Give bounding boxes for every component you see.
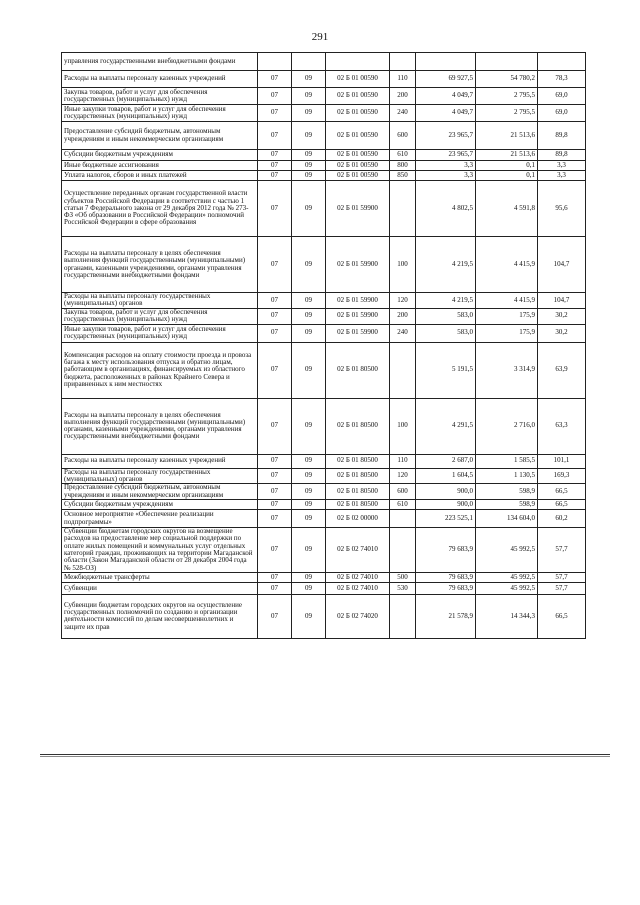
row-target-code: 02 Б 02 74010 [326, 582, 390, 594]
row-plan: 2 687,0 [416, 454, 476, 468]
row-name: Иные закупки товаров, работ и услуг для обеспечения государственных (муниципальных) нужд [62, 324, 258, 342]
row-plan: 79 683,9 [416, 582, 476, 594]
row-actual: 3 314,9 [476, 342, 538, 398]
row-expense-type [390, 528, 416, 573]
row-subsection: 09 [292, 510, 326, 528]
row-target-code: 02 Б 01 59900 [326, 237, 390, 293]
row-percent: 57,7 [538, 528, 586, 573]
row-target-code: 02 Б 01 00590 [326, 122, 390, 150]
row-section: 07 [258, 161, 292, 171]
row-name: Субвенции [62, 582, 258, 594]
row-name: Закупка товаров, работ и услуг для обеспечения государственных (муниципальных) нужд [62, 88, 258, 105]
table-row [62, 468, 586, 484]
row-name: Субвенции бюджетам городских округов на осуществление государственных полномочий по созданию и организации деятельности комиссий по делам несовершеннолетних и защите их прав [62, 594, 258, 638]
row-percent [538, 53, 586, 71]
row-name: Уплата налогов, сборов и иных платежей [62, 171, 258, 181]
row-plan: 4 219,5 [416, 237, 476, 293]
budget-table-body [62, 53, 586, 639]
row-actual: 1 585,5 [476, 454, 538, 468]
row-actual: 175,9 [476, 324, 538, 342]
row-name: Расходы на выплаты персоналу государственных (муниципальных) органов [62, 293, 258, 309]
row-section: 07 [258, 500, 292, 510]
row-expense-type: 610 [390, 500, 416, 510]
table-row [62, 53, 586, 71]
row-actual: 0,1 [476, 171, 538, 181]
row-subsection: 09 [292, 105, 326, 122]
row-subsection: 09 [292, 150, 326, 161]
row-expense-type: 850 [390, 171, 416, 181]
row-subsection: 09 [292, 71, 326, 88]
row-section: 07 [258, 484, 292, 500]
row-plan: 583,0 [416, 308, 476, 324]
row-actual: 45 992,5 [476, 528, 538, 573]
row-expense-type: 110 [390, 454, 416, 468]
row-plan [416, 53, 476, 71]
row-plan: 223 525,1 [416, 510, 476, 528]
row-expense-type: 120 [390, 293, 416, 309]
row-expense-type: 240 [390, 105, 416, 122]
row-plan: 3,3 [416, 161, 476, 171]
row-subsection: 09 [292, 582, 326, 594]
row-actual: 54 780,2 [476, 71, 538, 88]
row-name: Межбюджетные трансферты [62, 572, 258, 582]
row-subsection: 09 [292, 324, 326, 342]
row-subsection [292, 53, 326, 71]
row-section [258, 53, 292, 71]
row-subsection: 09 [292, 528, 326, 573]
row-section: 07 [258, 582, 292, 594]
row-name: Компенсация расходов на оплату стоимости проезда и провоза багажа к месту использования отпуска и обратно лицам, работающим в организациях, финансируемых из областного бюджета, расположенных в районах Крайнего Севера и приравненных к ним местностях [62, 342, 258, 398]
row-subsection: 09 [292, 308, 326, 324]
row-subsection: 09 [292, 293, 326, 309]
row-subsection: 09 [292, 342, 326, 398]
row-actual: 0,1 [476, 161, 538, 171]
row-plan: 4 049,7 [416, 105, 476, 122]
row-expense-type: 530 [390, 582, 416, 594]
row-expense-type: 800 [390, 161, 416, 171]
table-row [62, 237, 586, 293]
row-percent: 89,8 [538, 150, 586, 161]
table-row [62, 572, 586, 582]
row-section: 07 [258, 171, 292, 181]
row-section: 07 [258, 293, 292, 309]
row-percent: 104,7 [538, 237, 586, 293]
row-section: 07 [258, 468, 292, 484]
row-target-code: 02 Б 01 59900 [326, 181, 390, 237]
row-plan: 23 965,7 [416, 150, 476, 161]
row-name: Предоставление субсидий бюджетным, автономным учреждениям и иным некоммерческим организациям [62, 122, 258, 150]
row-expense-type [390, 181, 416, 237]
footer-rule [40, 754, 610, 755]
footer-rule-thin [40, 756, 610, 757]
row-percent: 57,7 [538, 582, 586, 594]
row-subsection: 09 [292, 171, 326, 181]
row-actual [476, 53, 538, 71]
row-target-code: 02 Б 02 74010 [326, 528, 390, 573]
row-percent: 66,5 [538, 500, 586, 510]
row-name: Субсидии бюджетным учреждениям [62, 500, 258, 510]
row-section: 07 [258, 237, 292, 293]
row-expense-type: 100 [390, 237, 416, 293]
row-percent: 3,3 [538, 171, 586, 181]
row-section: 07 [258, 324, 292, 342]
row-expense-type: 120 [390, 468, 416, 484]
row-expense-type [390, 342, 416, 398]
table-row [62, 105, 586, 122]
row-target-code: 02 Б 01 80500 [326, 500, 390, 510]
row-section: 07 [258, 88, 292, 105]
row-percent: 57,7 [538, 572, 586, 582]
row-name: Иные закупки товаров, работ и услуг для обеспечения государственных (муниципальных) нужд [62, 105, 258, 122]
table-row [62, 484, 586, 500]
table-row [62, 293, 586, 309]
row-section: 07 [258, 181, 292, 237]
row-section: 07 [258, 510, 292, 528]
table-row [62, 122, 586, 150]
row-actual: 4 591,8 [476, 181, 538, 237]
row-target-code: 02 Б 02 00000 [326, 510, 390, 528]
row-actual: 4 415,9 [476, 293, 538, 309]
row-percent: 95,6 [538, 181, 586, 237]
table-row [62, 181, 586, 237]
row-percent: 60,2 [538, 510, 586, 528]
row-name: Расходы на выплаты персоналу в целях обеспечения выполнения функций государственными (муниципальными) органами, казенными учреждениями, органами управления государственными внебюджетными фондами [62, 237, 258, 293]
table-row [62, 342, 586, 398]
row-actual: 598,9 [476, 500, 538, 510]
row-section: 07 [258, 122, 292, 150]
row-expense-type: 600 [390, 484, 416, 500]
row-subsection: 09 [292, 484, 326, 500]
row-target-code: 02 Б 01 80500 [326, 342, 390, 398]
row-section: 07 [258, 105, 292, 122]
row-subsection: 09 [292, 572, 326, 582]
row-subsection: 09 [292, 237, 326, 293]
row-target-code [326, 53, 390, 71]
row-target-code: 02 Б 01 00590 [326, 161, 390, 171]
row-subsection: 09 [292, 161, 326, 171]
row-subsection: 09 [292, 594, 326, 638]
row-actual: 21 513,6 [476, 150, 538, 161]
row-section: 07 [258, 594, 292, 638]
row-name: Субсидии бюджетным учреждениям [62, 150, 258, 161]
row-actual: 598,9 [476, 484, 538, 500]
row-name: Расходы на выплаты персоналу в целях обеспечения выполнения функций государственными (муниципальными) органами, казенными учреждениями, органами управления государственными внебюджетными фондами [62, 398, 258, 454]
row-section: 07 [258, 308, 292, 324]
row-actual: 45 992,5 [476, 572, 538, 582]
row-name: управления государственными внебюджетными фондами [62, 53, 258, 71]
table-row [62, 171, 586, 181]
row-plan: 4 219,5 [416, 293, 476, 309]
row-expense-type: 200 [390, 88, 416, 105]
table-row [62, 500, 586, 510]
table-row [62, 161, 586, 171]
row-plan: 5 191,5 [416, 342, 476, 398]
row-plan: 1 604,5 [416, 468, 476, 484]
row-target-code: 02 Б 01 00590 [326, 171, 390, 181]
row-expense-type: 600 [390, 122, 416, 150]
row-section: 07 [258, 342, 292, 398]
row-actual: 14 344,3 [476, 594, 538, 638]
row-target-code: 02 Б 01 80500 [326, 468, 390, 484]
row-expense-type [390, 53, 416, 71]
row-actual: 175,9 [476, 308, 538, 324]
row-plan: 4 049,7 [416, 88, 476, 105]
row-percent: 66,5 [538, 484, 586, 500]
row-target-code: 02 Б 02 74010 [326, 572, 390, 582]
row-percent: 104,7 [538, 293, 586, 309]
row-expense-type [390, 594, 416, 638]
table-row [62, 308, 586, 324]
row-subsection: 09 [292, 468, 326, 484]
row-plan: 23 965,7 [416, 122, 476, 150]
row-name: Закупка товаров, работ и услуг для обеспечения государственных (муниципальных) нужд [62, 308, 258, 324]
row-plan: 79 683,9 [416, 572, 476, 582]
row-target-code: 02 Б 01 59900 [326, 324, 390, 342]
row-section: 07 [258, 71, 292, 88]
row-name: Основное мероприятие «Обеспечение реализации подпрограммы» [62, 510, 258, 528]
table-row [62, 150, 586, 161]
row-percent: 78,3 [538, 71, 586, 88]
row-section: 07 [258, 454, 292, 468]
row-percent: 30,2 [538, 324, 586, 342]
row-percent: 63,3 [538, 398, 586, 454]
row-target-code: 02 Б 01 80500 [326, 484, 390, 500]
row-actual: 2 716,0 [476, 398, 538, 454]
row-percent: 69,0 [538, 105, 586, 122]
table-row [62, 398, 586, 454]
row-plan: 900,0 [416, 500, 476, 510]
row-name: Субвенции бюджетам городских округов на возмещение расходов на предоставление мер социальной поддержки по оплате жилых помещений и коммунальных услуг отдельных категорий граждан, проживающих на территории Магаданской области (Закон Магаданской области от 28 декабря 2004 года № 528-ОЗ) [62, 528, 258, 573]
row-section: 07 [258, 150, 292, 161]
row-percent: 101,1 [538, 454, 586, 468]
table-row [62, 528, 586, 573]
row-expense-type: 100 [390, 398, 416, 454]
row-target-code: 02 Б 01 00590 [326, 150, 390, 161]
row-percent: 69,0 [538, 88, 586, 105]
row-percent: 169,3 [538, 468, 586, 484]
table-row [62, 324, 586, 342]
row-plan: 79 683,9 [416, 528, 476, 573]
row-target-code: 02 Б 01 00590 [326, 71, 390, 88]
row-expense-type: 610 [390, 150, 416, 161]
row-name: Расходы на выплаты персоналу государственных (муниципальных) органов [62, 468, 258, 484]
row-plan: 69 927,5 [416, 71, 476, 88]
table-row [62, 88, 586, 105]
row-section: 07 [258, 528, 292, 573]
budget-table [61, 52, 586, 639]
row-actual: 45 992,5 [476, 582, 538, 594]
row-subsection: 09 [292, 454, 326, 468]
row-plan: 21 578,9 [416, 594, 476, 638]
row-expense-type: 500 [390, 572, 416, 582]
row-percent: 30,2 [538, 308, 586, 324]
row-section: 07 [258, 572, 292, 582]
row-target-code: 02 Б 01 59900 [326, 308, 390, 324]
row-percent: 89,8 [538, 122, 586, 150]
row-expense-type: 200 [390, 308, 416, 324]
row-plan: 900,0 [416, 484, 476, 500]
row-target-code: 02 Б 01 80500 [326, 398, 390, 454]
row-percent: 63,9 [538, 342, 586, 398]
row-section: 07 [258, 398, 292, 454]
row-expense-type [390, 510, 416, 528]
row-plan: 4 802,5 [416, 181, 476, 237]
row-actual: 2 795,5 [476, 88, 538, 105]
row-plan: 583,0 [416, 324, 476, 342]
row-name: Осуществление переданных органам государственной власти субъектов Российской Федерации в соответствии с частью 1 статьи 7 Федерального закона от 29 декабря 2012 года № 273-ФЗ «Об образовании в Российской Федерации» полномочий Российской Федерации в сфере образования [62, 181, 258, 237]
table-row [62, 594, 586, 638]
row-subsection: 09 [292, 122, 326, 150]
row-subsection: 09 [292, 181, 326, 237]
row-name: Расходы на выплаты персоналу казенных учреждений [62, 71, 258, 88]
row-subsection: 09 [292, 398, 326, 454]
table-row [62, 454, 586, 468]
row-percent: 3,3 [538, 161, 586, 171]
row-subsection: 09 [292, 88, 326, 105]
row-plan: 4 291,5 [416, 398, 476, 454]
row-actual: 4 415,9 [476, 237, 538, 293]
row-target-code: 02 Б 02 74020 [326, 594, 390, 638]
table-row [62, 582, 586, 594]
row-actual: 2 795,5 [476, 105, 538, 122]
row-name: Предоставление субсидий бюджетным, автономным учреждениям и иным некоммерческим организациям [62, 484, 258, 500]
row-name: Иные бюджетные ассигнования [62, 161, 258, 171]
row-expense-type: 240 [390, 324, 416, 342]
row-target-code: 02 Б 01 59900 [326, 293, 390, 309]
row-plan: 3,3 [416, 171, 476, 181]
row-target-code: 02 Б 01 80500 [326, 454, 390, 468]
table-row [62, 510, 586, 528]
row-name: Расходы на выплаты персоналу казенных учреждений [62, 454, 258, 468]
row-expense-type: 110 [390, 71, 416, 88]
row-target-code: 02 Б 01 00590 [326, 105, 390, 122]
row-actual: 134 604,0 [476, 510, 538, 528]
row-target-code: 02 Б 01 00590 [326, 88, 390, 105]
row-subsection: 09 [292, 500, 326, 510]
row-actual: 1 130,5 [476, 468, 538, 484]
row-actual: 21 513,6 [476, 122, 538, 150]
table-row [62, 71, 586, 88]
row-percent: 66,5 [538, 594, 586, 638]
page-number: 291 [311, 31, 329, 43]
